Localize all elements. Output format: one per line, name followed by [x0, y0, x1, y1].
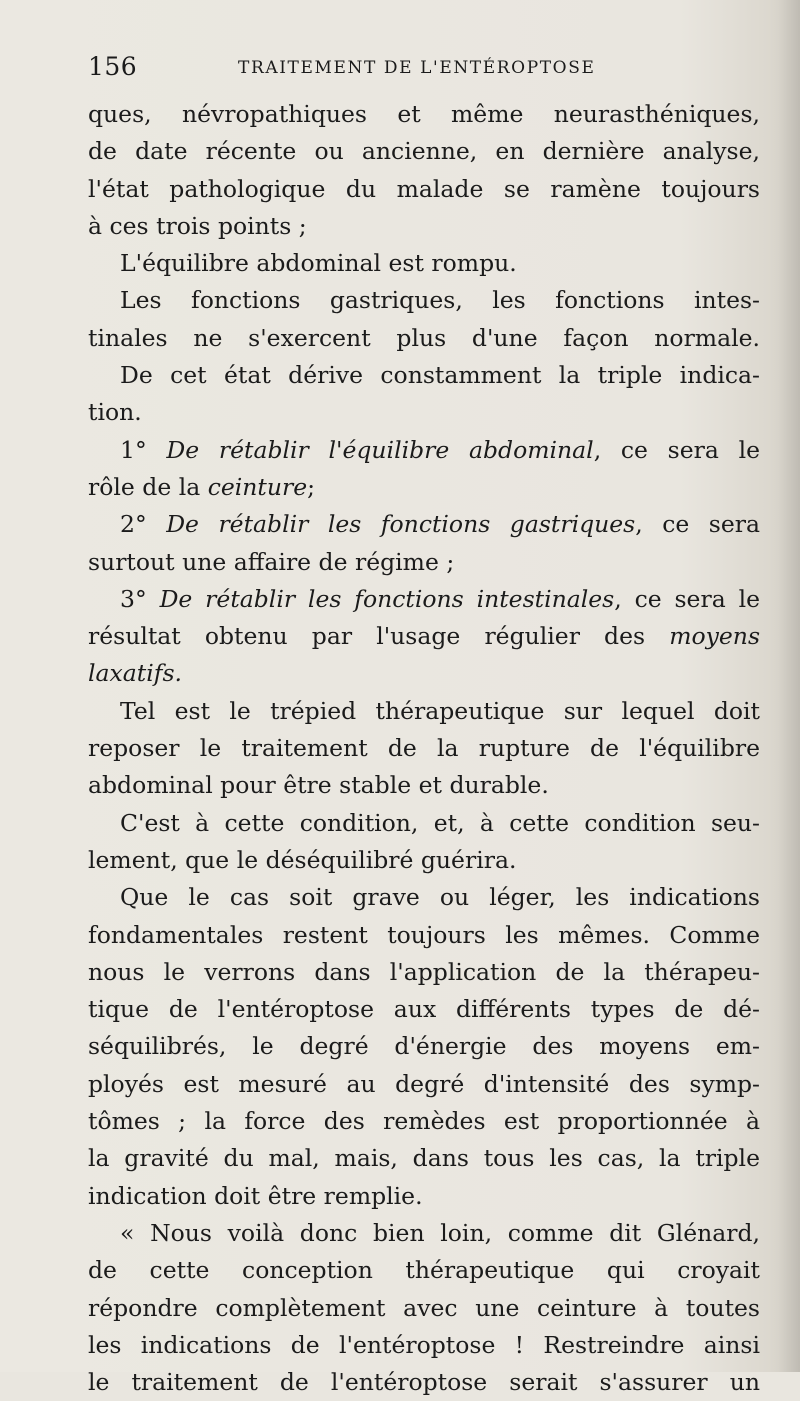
text-segment: ployés est mesuré au degré d'intensité des symp-	[88, 1069, 760, 1098]
text-segment: de cette conception thérapeutique qui croyait	[88, 1256, 760, 1285]
text-segment: l'état pathologique du malade se ramène toujours	[88, 174, 760, 203]
text-segment: séquilibrés, le degré d'énergie des moyens em-	[88, 1032, 760, 1061]
text-line	[88, 1140, 760, 1177]
text-line	[88, 357, 760, 394]
page-header	[88, 52, 760, 92]
text-segment: , ce sera le	[614, 584, 760, 613]
italic-text: laxatifs.	[88, 659, 182, 688]
text-segment: nous le verrons dans l'application de la thérapeu-	[88, 957, 760, 986]
text-line	[88, 991, 760, 1028]
text-line	[88, 208, 760, 245]
body-text	[88, 96, 760, 1401]
text-line	[88, 544, 760, 581]
text-line	[88, 842, 760, 879]
text-line	[88, 245, 760, 282]
text-line	[88, 1252, 760, 1289]
text-segment: , ce sera le	[593, 435, 761, 464]
text-line	[88, 618, 760, 655]
text-line	[88, 1327, 760, 1364]
text-segment: abdominal pour être stable et durable.	[88, 771, 549, 800]
text-segment: répondre complètement avec une ceinture à toutes	[88, 1293, 760, 1322]
text-line	[88, 1066, 760, 1103]
text-line	[88, 693, 760, 730]
text-line	[88, 767, 760, 804]
text-line	[88, 1290, 760, 1327]
text-segment: tion.	[88, 398, 142, 427]
text-line	[88, 432, 760, 469]
page-number: 156	[88, 52, 138, 81]
text-segment: C'est à cette condition, et, à cette condition seu-	[120, 808, 760, 837]
text-segment: Que le cas soit grave ou léger, les indications	[120, 883, 760, 912]
text-line	[88, 1103, 760, 1140]
text-line	[88, 730, 760, 767]
text-segment: tique de l'entéroptose aux différents types de dé-	[88, 995, 760, 1024]
text-line	[88, 1028, 760, 1065]
text-segment: tinales ne s'exercent plus d'une façon normale.	[88, 323, 760, 352]
text-line	[88, 879, 760, 916]
italic-text: ceinture	[207, 472, 308, 501]
text-segment: 2°	[120, 510, 167, 539]
italic-text: De rétablir l'équilibre abdominal	[166, 435, 594, 464]
text-segment: L'équilibre abdominal est rompu.	[120, 249, 517, 278]
text-line	[88, 469, 760, 506]
text-segment: surtout une affaire de régime ;	[88, 547, 455, 576]
text-line	[88, 96, 760, 133]
text-line	[88, 805, 760, 842]
text-line	[88, 1178, 760, 1215]
text-segment: De cet état dérive constamment la triple indica-	[120, 361, 760, 390]
text-segment: la gravité du mal, mais, dans tous les cas, la triple	[88, 1144, 760, 1173]
text-line	[88, 394, 760, 431]
text-line	[88, 1364, 760, 1401]
text-line	[88, 954, 760, 991]
text-segment: à ces trois points ;	[88, 211, 307, 240]
text-line	[88, 171, 760, 208]
text-segment: indication doit être remplie.	[88, 1181, 423, 1210]
text-segment: ;	[307, 472, 316, 501]
running-title: TRAITEMENT DE L'ENTÉROPTOSE	[238, 58, 596, 78]
text-segment: fondamentales restent toujours les mêmes. Comme	[88, 920, 760, 949]
text-segment: tômes ; la force des remèdes est proportionnée à	[88, 1107, 760, 1136]
text-segment: rôle de la	[88, 472, 208, 501]
text-line	[88, 282, 760, 319]
text-segment: 3°	[120, 584, 160, 613]
text-line	[88, 320, 760, 357]
text-segment: 1°	[120, 435, 167, 464]
text-line	[88, 917, 760, 954]
text-segment: résultat obtenu par l'usage régulier des	[88, 622, 670, 651]
page-edge-shadow	[778, 0, 800, 1372]
text-line	[88, 655, 760, 692]
text-line	[88, 581, 760, 618]
italic-text: De rétablir les fonctions gastriques	[166, 510, 636, 539]
text-line	[88, 1215, 760, 1252]
text-line	[88, 133, 760, 170]
text-segment: Tel est le trépied thérapeutique sur lequel doit	[120, 696, 760, 725]
text-segment: de date récente ou ancienne, en dernière analyse,	[88, 137, 760, 166]
text-segment: lement, que le déséquilibré guérira.	[88, 845, 517, 874]
italic-text: De rétablir les fonctions intestinales	[159, 584, 615, 613]
text-segment: « Nous voilà donc bien loin, comme dit Glénard,	[120, 1218, 760, 1247]
text-segment: ques, névropathiques et même neurasthéniques,	[88, 100, 760, 128]
italic-text: moyens	[669, 622, 760, 651]
text-line	[88, 506, 760, 543]
text-segment: , ce sera	[635, 510, 760, 539]
text-segment: Les fonctions gastriques, les fonctions intes-	[120, 286, 760, 315]
text-segment: les indications de l'entéroptose ! Restreindre ainsi	[88, 1330, 760, 1359]
text-segment: le traitement de l'entéroptose serait s'assurer un	[88, 1368, 760, 1397]
text-segment: reposer le traitement de la rupture de l'équilibre	[88, 734, 760, 763]
